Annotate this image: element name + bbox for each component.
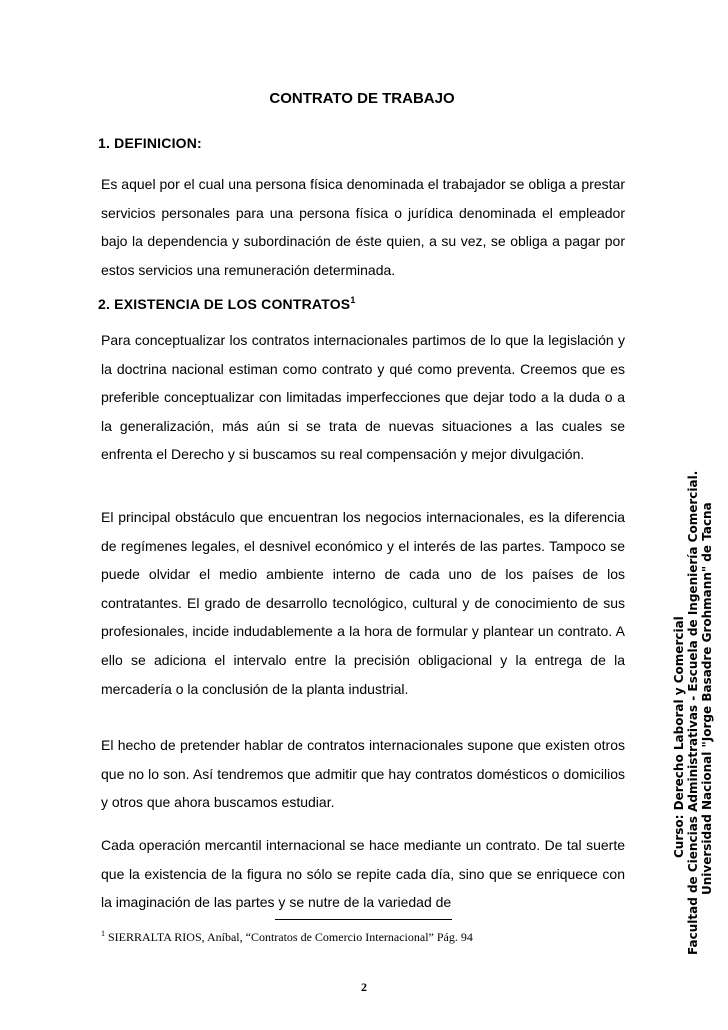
sidebar-course: Curso: Derecho Laboral y Comercial [672,616,686,858]
footnote-text: SIERRALTA RIOS, Aníbal, “Contratos de Comercio Internacional” Pág. 94 [108,930,473,944]
document-title: CONTRATO DE TRABAJO [269,90,455,107]
section-2-paragraph-3: El hecho de pretender hablar de contratos internacionales supone que existen otros que no lo son. Así tendremos que admitir que hay contratos domésticos o domicilios y otros que ahora buscamos estudiar. [101,737,625,811]
section-1-heading-text: 1. DEFINICION: [98,135,202,151]
section-2-paragraph-2: El principal obstáculo que encuentran los negocios internacionales, es la diferencia de regímenes legales, el desnivel económico y el interés de las partes. Tampoco se puede olvidar el medio ambiente interno de cada uno de los países de los contratantes. El grado de desarrollo tecnológico, cultural y de conocimiento de sus profesionales, incide indudablemente a la hora de formular y plantear un contrato. A ello se adiciona el intervalo entre la precisión obligacional y la entrega de la mercadería o la conclusión de la planta industrial. [101,509,625,697]
section-1-paragraph: Es aquel por el cual una persona física denominada el trabajador se obliga a prestar servicios personales para una persona física o jurídica denominada el empleador bajo la dependencia y subordinación de éste quien, a su vez, se obliga a pagar por estos servicios una remuneración determinada. [101,176,625,278]
section-2-heading [98,295,356,312]
footnote-reference[interactable]: 1 [350,295,356,305]
section-2-paragraph-4: Cada operación mercantil internacional se hace mediante un contrato. De tal suerte que la existencia de la figura no sólo se repite cada día, sino que se enriquece con la imaginación de las partes y se nutre de la variedad de [101,837,625,911]
section-2-heading-text: 2. EXISTENCIA DE LOS CONTRATOS [98,296,351,312]
sidebar-university: Universidad Nacional "Jorge Basadre Grohmann" de Tacna [700,502,714,895]
section-2-paragraph-1: Para conceptualizar los contratos internacionales partimos de lo que la legislación y la doctrina nacional estiman como contrato y qué como preventa. Creemos que es preferible conceptualizar con limitadas imperfecciones que dejar todo a la duda o a la generalización, más aún si se trata de nuevas situaciones a las cuales se enfrenta el Derecho y si buscamos su real compensación y mejor divulgación. [101,332,625,463]
footnote [101,929,473,945]
section-1-heading [98,135,202,151]
page-number: 2 [361,980,367,994]
footnote-number: 1 [101,929,105,938]
footnote-divider [275,919,452,920]
sidebar-faculty: Facultad de Ciencias Administrativas - Escuela de Ingeniería Comercial. [686,470,700,955]
